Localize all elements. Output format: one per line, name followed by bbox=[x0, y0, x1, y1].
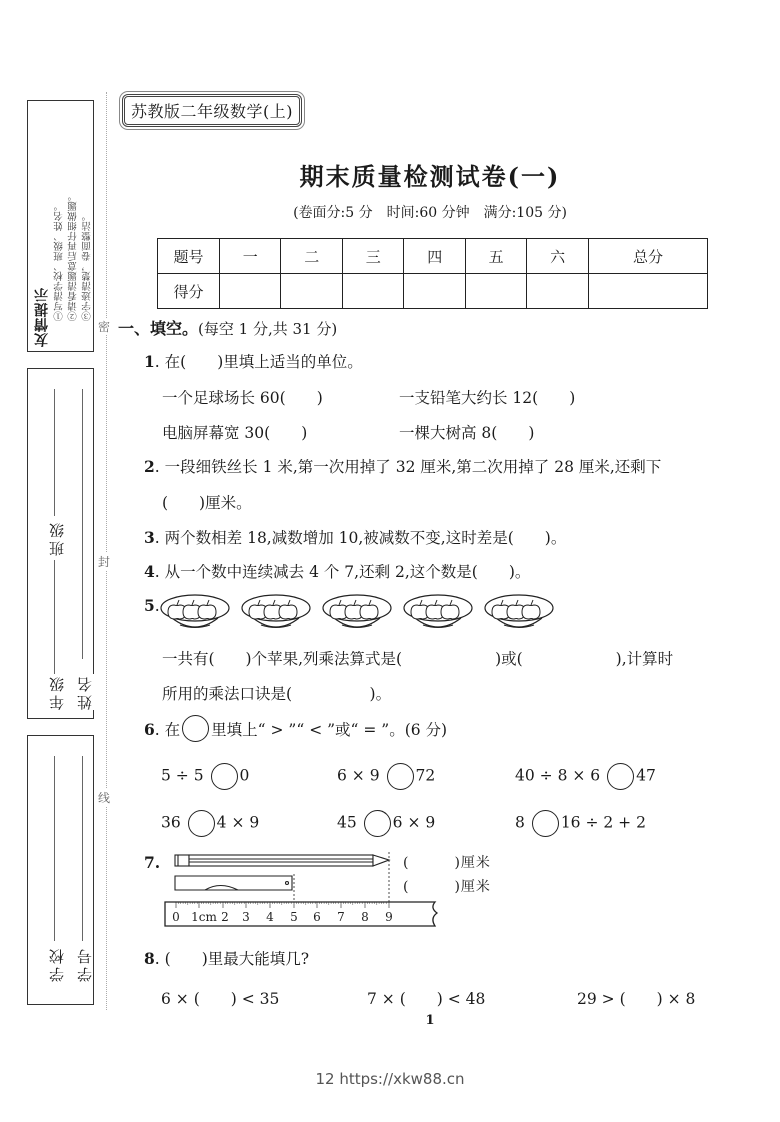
svg-text:2: 2 bbox=[221, 910, 229, 924]
question-number: 3 bbox=[144, 528, 155, 547]
name-label: 姓名 bbox=[76, 674, 94, 710]
q1-item-4[interactable]: 一棵大树高 8( ) bbox=[399, 424, 535, 442]
compare-item-4: 36 4 × 9 bbox=[161, 810, 259, 837]
question-text: . 在( )里填上适当的单位。 bbox=[154, 353, 363, 371]
score-table-header-row bbox=[158, 239, 708, 274]
question-text: . 一段细铁丝长 1 米,第一次用掉了 32 厘米,第二次用掉了 28 厘米,还剩下 bbox=[154, 458, 662, 476]
q8-item-2[interactable]: 7 × ( ) < 48 bbox=[367, 990, 486, 1008]
col-4: 四 bbox=[404, 239, 465, 274]
tip-line-1: ①写清学校、班级、姓名。 bbox=[54, 201, 65, 321]
row-label-score: 得分 bbox=[158, 274, 220, 309]
pencil-length-answer[interactable]: ( )厘米 bbox=[403, 855, 491, 871]
fold-mark-feng: 封 bbox=[98, 555, 111, 569]
score-cell-3[interactable] bbox=[342, 274, 403, 309]
section-title: 一、填空。 bbox=[118, 319, 199, 338]
question-3[interactable] bbox=[144, 526, 566, 548]
exam-title: 期末质量检测试卷(一) bbox=[299, 162, 561, 191]
pencil-icon bbox=[175, 855, 389, 866]
tips-title: 友情提示 bbox=[34, 287, 50, 347]
q1-item-2[interactable]: 一支铅笔大约长 12( ) bbox=[399, 389, 576, 407]
school-label: 学校 bbox=[48, 946, 66, 982]
tip-line-3: ③字迹清楚，卷面整洁。 bbox=[82, 211, 93, 321]
col-1: 一 bbox=[220, 239, 281, 274]
q1-item-1[interactable]: 一个足球场长 60( ) bbox=[162, 389, 323, 407]
svg-text:5: 5 bbox=[290, 910, 298, 924]
student-no-line[interactable] bbox=[82, 756, 83, 941]
compare-circle-input[interactable] bbox=[607, 763, 634, 790]
question-2-line-1 bbox=[144, 455, 661, 477]
score-cell-1[interactable] bbox=[220, 274, 281, 309]
grade-label: 年级 bbox=[48, 674, 66, 710]
exam-subtitle: (卷面分:5 分 时间:60 分钟 满分:105 分) bbox=[293, 205, 567, 221]
question-number: 5 bbox=[144, 596, 155, 615]
watermark-link[interactable]: 12 https://xkw88.cn bbox=[315, 1070, 465, 1088]
textbook-badge: 苏教版二年级数学(上) bbox=[122, 94, 302, 127]
question-number: 8 bbox=[144, 949, 155, 968]
compare-circle-input[interactable] bbox=[211, 763, 238, 790]
svg-text:6: 6 bbox=[313, 910, 321, 924]
col-5: 五 bbox=[465, 239, 526, 274]
compare-circle-input[interactable] bbox=[364, 810, 391, 837]
question-text: . 在 bbox=[154, 721, 181, 739]
question-6-stem bbox=[144, 718, 447, 742]
question-text: . ( )里最大能填几? bbox=[154, 950, 310, 968]
question-number: 4 bbox=[144, 562, 155, 581]
question-text: . 两个数相差 18,减数增加 10,被减数不变,这时差是( )。 bbox=[154, 529, 567, 547]
svg-text:9: 9 bbox=[385, 910, 393, 924]
score-cell-5[interactable] bbox=[465, 274, 526, 309]
score-cell-total[interactable] bbox=[588, 274, 707, 309]
page-number: 1 bbox=[425, 1013, 435, 1028]
row-label-question-no: 题号 bbox=[158, 239, 220, 274]
score-cell-2[interactable] bbox=[281, 274, 342, 309]
svg-text:7: 7 bbox=[337, 910, 345, 924]
question-1-stem bbox=[144, 350, 363, 372]
eraser-icon bbox=[175, 876, 292, 890]
score-cell-6[interactable] bbox=[527, 274, 588, 309]
compare-circle-input[interactable] bbox=[532, 810, 559, 837]
fold-mark-xian: 线 bbox=[98, 791, 111, 805]
question-5-number: 5. bbox=[144, 596, 160, 615]
compare-item-1: 5 ÷ 5 0 bbox=[161, 763, 249, 790]
svg-text:1cm: 1cm bbox=[191, 910, 217, 924]
q8-item-3[interactable]: 29 > ( ) × 8 bbox=[577, 990, 696, 1008]
question-2-answer[interactable]: ( )厘米。 bbox=[162, 494, 252, 512]
svg-text:4: 4 bbox=[266, 910, 274, 924]
section-heading bbox=[118, 316, 337, 339]
compare-item-6: 8 16 ÷ 2 + 2 bbox=[515, 810, 646, 837]
col-3: 三 bbox=[342, 239, 403, 274]
compare-circle-input[interactable] bbox=[387, 763, 414, 790]
tip-line-2: ②请看清题意后再仔细做题。 bbox=[68, 191, 79, 321]
school-line[interactable] bbox=[54, 756, 55, 941]
score-table-score-row bbox=[158, 274, 708, 309]
question-5-line-2[interactable]: 所用的乘法口诀是( )。 bbox=[162, 685, 392, 703]
student-no-label: 学号 bbox=[76, 946, 94, 982]
compare-item-3: 40 ÷ 8 × 6 47 bbox=[515, 763, 656, 790]
fold-mark-mi: 密 bbox=[98, 320, 111, 334]
question-text: 里填上“ > ”“ < ”或“ = ”。(6 分) bbox=[211, 721, 448, 739]
q8-item-1[interactable]: 6 × ( ) < 35 bbox=[161, 990, 280, 1008]
eraser-length-answer[interactable]: ( )厘米 bbox=[403, 879, 491, 895]
score-cell-4[interactable] bbox=[404, 274, 465, 309]
svg-text:3: 3 bbox=[242, 910, 250, 924]
class-label: 班级 bbox=[46, 516, 67, 560]
question-5-line-1[interactable]: 一共有( )个苹果,列乘法算式是( )或( ),计算时 bbox=[162, 650, 674, 668]
question-text: . 从一个数中连续减去 4 个 7,还剩 2,这个数是( )。 bbox=[154, 563, 531, 581]
question-8-stem bbox=[144, 947, 309, 969]
question-number: 2 bbox=[144, 457, 155, 476]
compare-item-2: 6 × 9 72 bbox=[337, 763, 435, 790]
question-number: 6 bbox=[144, 720, 155, 739]
compare-item-5: 45 6 × 9 bbox=[337, 810, 435, 837]
q1-item-3[interactable]: 电脑屏幕宽 30( ) bbox=[162, 424, 308, 442]
question-4[interactable] bbox=[144, 560, 530, 582]
col-2: 二 bbox=[281, 239, 342, 274]
tips-box bbox=[27, 100, 94, 352]
compare-circle-input[interactable] bbox=[188, 810, 215, 837]
name-line[interactable] bbox=[82, 389, 83, 659]
apple-plates-figure bbox=[160, 592, 560, 634]
question-number: 7 bbox=[144, 853, 155, 872]
col-6: 六 bbox=[527, 239, 588, 274]
svg-text:0: 0 bbox=[172, 910, 180, 924]
ruler-icon bbox=[165, 902, 437, 926]
score-table bbox=[157, 238, 708, 309]
section-note: (每空 1 分,共 31 分) bbox=[198, 320, 338, 338]
circle-icon bbox=[182, 715, 209, 742]
fold-line bbox=[106, 92, 107, 1010]
class-info-box bbox=[27, 368, 94, 719]
school-info-box bbox=[27, 735, 94, 1005]
question-7-number: 7. bbox=[144, 853, 161, 872]
question-number: 1 bbox=[144, 352, 155, 371]
col-total: 总分 bbox=[588, 239, 707, 274]
svg-text:8: 8 bbox=[361, 910, 369, 924]
